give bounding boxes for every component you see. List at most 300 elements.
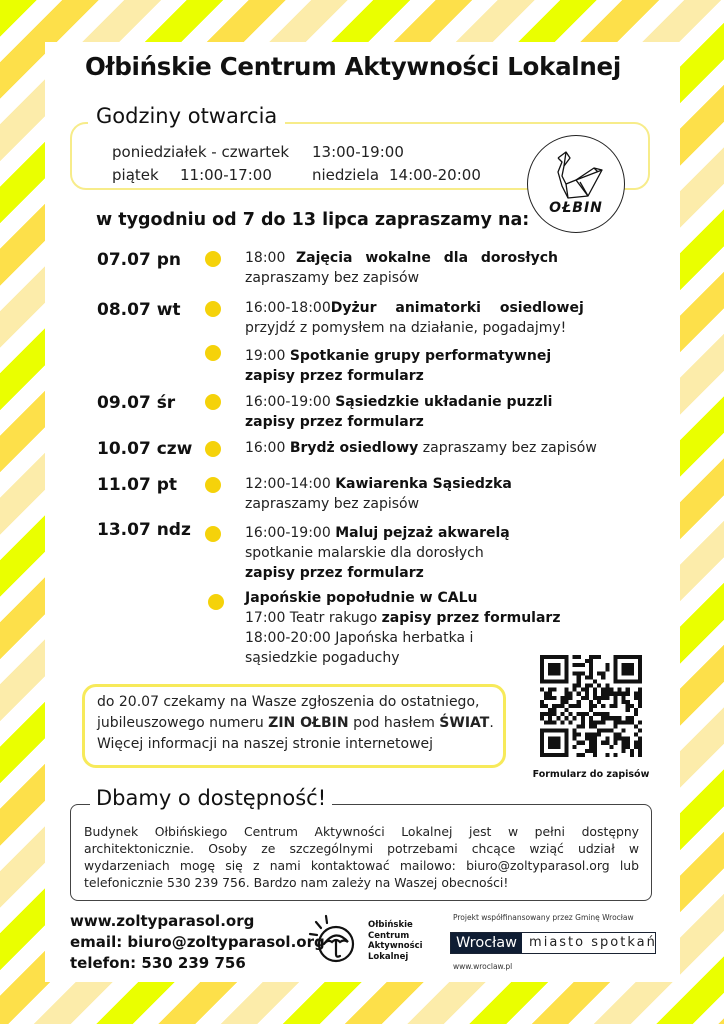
qr-module (585, 749, 589, 753)
qr-module (548, 708, 552, 712)
qr-module (634, 741, 638, 745)
qr-module (548, 720, 552, 724)
qr-module (634, 708, 638, 712)
qr-module (564, 688, 568, 692)
event-title-line (245, 248, 558, 268)
qr-module (593, 745, 597, 749)
event (245, 523, 510, 583)
zin-callout-text (97, 692, 494, 755)
ocal-logo-line: Lokalnej (368, 951, 409, 962)
hours-value-mon-thu: 13:00-19:00 (312, 143, 404, 161)
qr-module (577, 700, 581, 704)
qr-module (613, 737, 617, 741)
zin-line: do 20.07 czekamy na Wasze zgłoszenia do ostatniego, (97, 694, 480, 710)
qr-module (548, 696, 552, 700)
qr-module (560, 696, 564, 700)
qr-module (577, 684, 581, 688)
hours-value-sun: 14:00-20:00 (389, 166, 481, 184)
hours-label-sun: niedziela (312, 166, 380, 184)
qr-module (589, 684, 593, 688)
qr-code[interactable] (540, 655, 642, 757)
qr-module (577, 704, 581, 708)
qr-module (577, 679, 581, 683)
qr-module (585, 659, 589, 663)
qr-module (585, 733, 589, 737)
event-note: sąsiedzkie pogaduchy (245, 650, 400, 666)
qr-module (601, 675, 605, 679)
qr-module (601, 688, 605, 692)
origami-swan-icon (528, 136, 624, 232)
qr-module (593, 692, 597, 696)
qr-module (597, 671, 601, 675)
qr-module (597, 712, 601, 716)
qr-module (573, 663, 577, 667)
qr-module (613, 696, 617, 700)
bullet-dot (205, 477, 221, 493)
qr-module (593, 737, 597, 741)
qr-module (564, 716, 568, 720)
qr-module (638, 696, 642, 700)
qr-module (601, 712, 605, 716)
qr-module (569, 712, 573, 716)
qr-module (560, 712, 564, 716)
event-title: Sąsiedzkie układanie puzzli (335, 394, 553, 410)
qr-module (609, 704, 613, 708)
qr-module (626, 692, 630, 696)
qr-module (540, 688, 544, 692)
qr-module (589, 724, 593, 728)
qr-module (589, 704, 593, 708)
qr-module (613, 700, 617, 704)
qr-module (622, 728, 626, 732)
zin-theme: ŚWIAT (439, 715, 490, 731)
qr-module (577, 741, 581, 745)
qr-module (609, 745, 613, 749)
qr-module (597, 720, 601, 724)
qr-module (622, 737, 626, 741)
qr-module (605, 688, 609, 692)
event-time: 16:00-18:00 (245, 300, 331, 316)
qr-module (573, 745, 577, 749)
qr-module (626, 700, 630, 704)
qr-module (593, 696, 597, 700)
event-time: 16:00-19:00 (245, 394, 331, 410)
qr-module (626, 708, 630, 712)
qr-module (593, 749, 597, 753)
page-title: Ołbińskie Centrum Aktywności Lokalnej (85, 52, 621, 81)
qr-module (613, 741, 617, 745)
qr-module (581, 720, 585, 724)
event-note: 18:00-20:00 Japońska herbatka i (245, 630, 474, 646)
event-note: 17:00 Teatr rakugo (245, 610, 378, 626)
qr-module (593, 733, 597, 737)
event-note: przyjdź z pomysłem na działanie, pogadajmy! (245, 320, 567, 336)
opening-hours-title: Godziny otwarcia (88, 104, 285, 128)
qr-module (597, 655, 601, 659)
qr-module (573, 688, 577, 692)
qr-module (638, 741, 642, 745)
qr-module (597, 700, 601, 704)
qr-module (613, 704, 617, 708)
qr-module (589, 659, 593, 663)
event-title: Japońskie popołudnie w CALu (245, 590, 478, 606)
qr-module (638, 737, 642, 741)
event-time: 12:00-14:00 (245, 476, 331, 492)
qr-module (605, 741, 609, 745)
event (245, 298, 584, 338)
event (245, 438, 597, 458)
qr-module (581, 753, 585, 757)
event (245, 588, 560, 668)
qr-module (630, 704, 634, 708)
qr-module (605, 692, 609, 696)
qr-module (589, 733, 593, 737)
bullet-dot (205, 345, 221, 361)
qr-module (597, 728, 601, 732)
qr-module (605, 716, 609, 720)
qr-module (601, 720, 605, 724)
qr-module (597, 733, 601, 737)
qr-module (577, 712, 581, 716)
qr-module (626, 741, 630, 745)
zin-period: . (489, 715, 494, 731)
qr-module (601, 741, 605, 745)
qr-module (540, 716, 544, 720)
event (245, 474, 512, 514)
event-note: zapraszamy bez zapisów (245, 270, 420, 286)
qr-module (609, 716, 613, 720)
qr-module (626, 720, 630, 724)
qr-module (626, 716, 630, 720)
qr-module (605, 737, 609, 741)
qr-module (585, 692, 589, 696)
bullet-dot (205, 301, 221, 317)
qr-module (573, 737, 577, 741)
bullet-dot (205, 441, 221, 457)
event-time: 16:00 (245, 440, 286, 456)
qr-module (622, 663, 634, 675)
qr-module (581, 716, 585, 720)
qr-module (573, 733, 577, 737)
qr-module (556, 704, 560, 708)
event-signup: zapisy przez formularz (381, 610, 561, 626)
qr-module (573, 704, 577, 708)
wroclaw-logo-name: Wrocław (451, 933, 522, 953)
qr-module (589, 745, 593, 749)
event-signup: zapisy przez formularz (245, 414, 424, 430)
qr-module (626, 688, 630, 692)
qr-module (548, 692, 552, 696)
qr-module (544, 696, 548, 700)
qr-module (552, 696, 556, 700)
qr-module (552, 704, 556, 708)
qr-module (548, 716, 552, 720)
qr-module (638, 728, 642, 732)
qr-module (618, 688, 622, 692)
qr-module (577, 663, 581, 667)
qr-module (589, 675, 593, 679)
qr-module (613, 733, 617, 737)
qr-module (564, 696, 568, 700)
qr-module (593, 704, 597, 708)
qr-module (589, 671, 593, 675)
qr-module (638, 720, 642, 724)
event-note: spotkanie malarskie dla dorosłych (245, 545, 484, 561)
qr-module (609, 692, 613, 696)
bullet-dot (205, 526, 221, 542)
qr-module (605, 663, 609, 667)
qr-module (593, 655, 597, 659)
qr-module (605, 712, 609, 716)
olbin-logo (527, 135, 625, 233)
qr-module (544, 712, 548, 716)
qr-module (618, 737, 622, 741)
qr-module (593, 724, 597, 728)
day-date: 09.07 śr (97, 393, 176, 413)
qr-module (560, 704, 564, 708)
qr-module (622, 720, 626, 724)
qr-module (622, 700, 626, 704)
qr-module (613, 724, 617, 728)
qr-module (589, 716, 593, 720)
qr-module (577, 733, 581, 737)
qr-module (622, 692, 626, 696)
event-title: Spotkanie grupy performatywnej (289, 348, 552, 364)
qr-module (593, 712, 597, 716)
qr-module (564, 692, 568, 696)
ocal-logo-line: Centrum (368, 930, 410, 941)
qr-module (560, 700, 564, 704)
qr-module (601, 692, 605, 696)
day-date: 13.07 ndz (97, 520, 191, 540)
qr-module (589, 655, 593, 659)
qr-module (634, 692, 638, 696)
qr-module (577, 753, 581, 757)
phone-text: telefon: 530 239 756 (70, 954, 246, 972)
qr-module (552, 712, 556, 716)
qr-module (573, 684, 577, 688)
event-title: Zajęcia wokalne dla dorosłych (296, 250, 558, 266)
qr-module (581, 663, 585, 667)
zin-line: jubileuszowego numeru (97, 715, 264, 731)
qr-module (638, 753, 642, 757)
day-date: 08.07 wt (97, 300, 181, 320)
qr-module (548, 663, 560, 675)
qr-module (630, 749, 634, 753)
qr-module (601, 716, 605, 720)
event-signup: zapisy przez formularz (245, 368, 424, 384)
qr-module (634, 712, 638, 716)
qr-module (597, 684, 601, 688)
event-time: 16:00-19:00 (245, 525, 331, 541)
qr-module (564, 708, 568, 712)
qr-module (638, 745, 642, 749)
qr-module (577, 724, 581, 728)
event-title-line (245, 298, 584, 318)
qr-module (573, 716, 577, 720)
qr-module (630, 716, 634, 720)
qr-module (589, 663, 593, 667)
qr-module (618, 733, 622, 737)
qr-module (581, 671, 585, 675)
qr-module (613, 716, 617, 720)
event-title: Dyżur animatorki osiedlowej (330, 300, 584, 316)
event-note: zapraszamy bez zapisów (245, 496, 420, 512)
qr-module (589, 720, 593, 724)
qr-module (638, 704, 642, 708)
qr-module (581, 741, 585, 745)
qr-module (589, 708, 593, 712)
qr-module (573, 728, 577, 732)
qr-module (556, 716, 560, 720)
qr-module (618, 692, 622, 696)
qr-module (605, 696, 609, 700)
qr-module (613, 692, 617, 696)
qr-module (585, 712, 589, 716)
qr-module (573, 655, 577, 659)
qr-module (540, 704, 544, 708)
qr-module (589, 749, 593, 753)
event-note: zapraszamy bez zapisów (422, 440, 597, 456)
qr-module (601, 696, 605, 700)
week-heading: w tygodniu od 7 do 13 lipca zapraszamy na: (96, 210, 530, 230)
event-title: Brydż osiedlowy (289, 440, 419, 456)
wroclaw-logo-slogan: miasto spotkań (529, 935, 657, 950)
qr-module (618, 720, 622, 724)
hours-label-mon-thu: poniedziałek - czwartek (112, 143, 290, 161)
qr-module (548, 688, 552, 692)
qr-module (638, 749, 642, 753)
qr-module (593, 741, 597, 745)
accessibility-title: Dbamy o dostępność! (90, 786, 332, 810)
qr-module (630, 753, 634, 757)
qr-module (569, 692, 573, 696)
qr-module (540, 712, 544, 716)
qr-module (552, 688, 556, 692)
hours-value-fri: 11:00-17:00 (180, 166, 272, 184)
accessibility-text: Budynek Ołbińskiego Centrum Aktywności Lokalnej jest w pełni dostępny architektonicznie. Osoby ze szczególnymi potrzebami chcące wziąć udział w wydarzeniach mogę się z nami kontaktować mailowo: biuro@zoltyparasol.org lub telefonicznie 530 239 756. Bardzo nam zależy na Waszej obecności! (84, 824, 639, 890)
project-note: Projekt współfinansowany przez Gminę Wrocław (453, 913, 634, 922)
qr-module (593, 688, 597, 692)
event-signup: zapisy przez formularz (245, 565, 424, 581)
qr-module (609, 688, 613, 692)
email-link[interactable]: email: biuro@zoltyparasol.org (70, 933, 325, 951)
qr-module (544, 720, 548, 724)
qr-module (585, 675, 589, 679)
qr-module (605, 684, 609, 688)
event-title: Kawiarenka Sąsiedzka (335, 476, 512, 492)
qr-module (638, 700, 642, 704)
event-time: 18:00 (245, 250, 286, 266)
bullet-dot (205, 251, 221, 267)
qr-module (589, 737, 593, 741)
qr-module (577, 675, 581, 679)
qr-module (601, 728, 605, 732)
qr-module (544, 692, 548, 696)
qr-module (560, 720, 564, 724)
qr-module (622, 696, 626, 700)
logo-text: OŁBIN (549, 200, 603, 216)
qr-module (577, 692, 581, 696)
zin-line: Więcej informacji na naszej stronie internetowej (97, 736, 434, 752)
hours-label-fri: piątek (112, 166, 159, 184)
qr-module (589, 667, 593, 671)
qr-module (585, 696, 589, 700)
zin-line: pod hasłem (353, 715, 435, 731)
qr-module (613, 720, 617, 724)
zin-name: ZIN OŁBIN (268, 715, 349, 731)
qr-module (634, 724, 638, 728)
website-link[interactable]: www.zoltyparasol.org (70, 912, 255, 930)
qr-module (577, 671, 581, 675)
qr-label: Formularz do zapisów (532, 769, 650, 780)
ocal-logo-line: Ołbińskie (368, 920, 413, 930)
qr-module (540, 700, 544, 704)
wroclaw-website-link[interactable]: www.wroclaw.pl (453, 962, 513, 971)
qr-module (634, 696, 638, 700)
qr-module (638, 692, 642, 696)
qr-module (593, 679, 597, 683)
qr-module (601, 704, 605, 708)
qr-module (581, 724, 585, 728)
event-title: Maluj pejzaż akwarelą (335, 525, 510, 541)
day-date: 11.07 pt (97, 475, 177, 495)
event (245, 346, 551, 386)
qr-module (613, 753, 617, 757)
qr-module (589, 741, 593, 745)
qr-module (638, 688, 642, 692)
day-date: 07.07 pn (97, 250, 181, 270)
qr-module (626, 704, 630, 708)
qr-module (581, 712, 585, 716)
qr-module (548, 737, 560, 749)
qr-module (593, 720, 597, 724)
qr-module (601, 671, 605, 675)
qr-module (626, 745, 630, 749)
qr-module (581, 696, 585, 700)
qr-module (593, 753, 597, 757)
event-time: 19:00 (245, 348, 286, 364)
qr-module (581, 688, 585, 692)
qr-module (634, 745, 638, 749)
qr-module (605, 728, 609, 732)
qr-module (573, 671, 577, 675)
qr-module (618, 716, 622, 720)
qr-module (605, 667, 609, 671)
qr-module (597, 696, 601, 700)
qr-module (622, 745, 626, 749)
qr-module (552, 720, 556, 724)
event (245, 248, 558, 288)
ocal-logo-line: Aktywności (368, 941, 423, 951)
qr-module (605, 753, 609, 757)
day-date: 10.07 czw (97, 439, 193, 459)
bullet-dot (205, 394, 221, 410)
umbrella-sun-icon (308, 912, 358, 964)
qr-module (544, 704, 548, 708)
qr-module (585, 688, 589, 692)
qr-module (569, 704, 573, 708)
qr-module (634, 733, 638, 737)
bullet-dot (208, 594, 224, 610)
qr-module (622, 749, 626, 753)
qr-module (585, 737, 589, 741)
qr-module (585, 684, 589, 688)
qr-module (569, 696, 573, 700)
qr-module (626, 737, 630, 741)
qr-module (569, 720, 573, 724)
qr-module (552, 708, 556, 712)
